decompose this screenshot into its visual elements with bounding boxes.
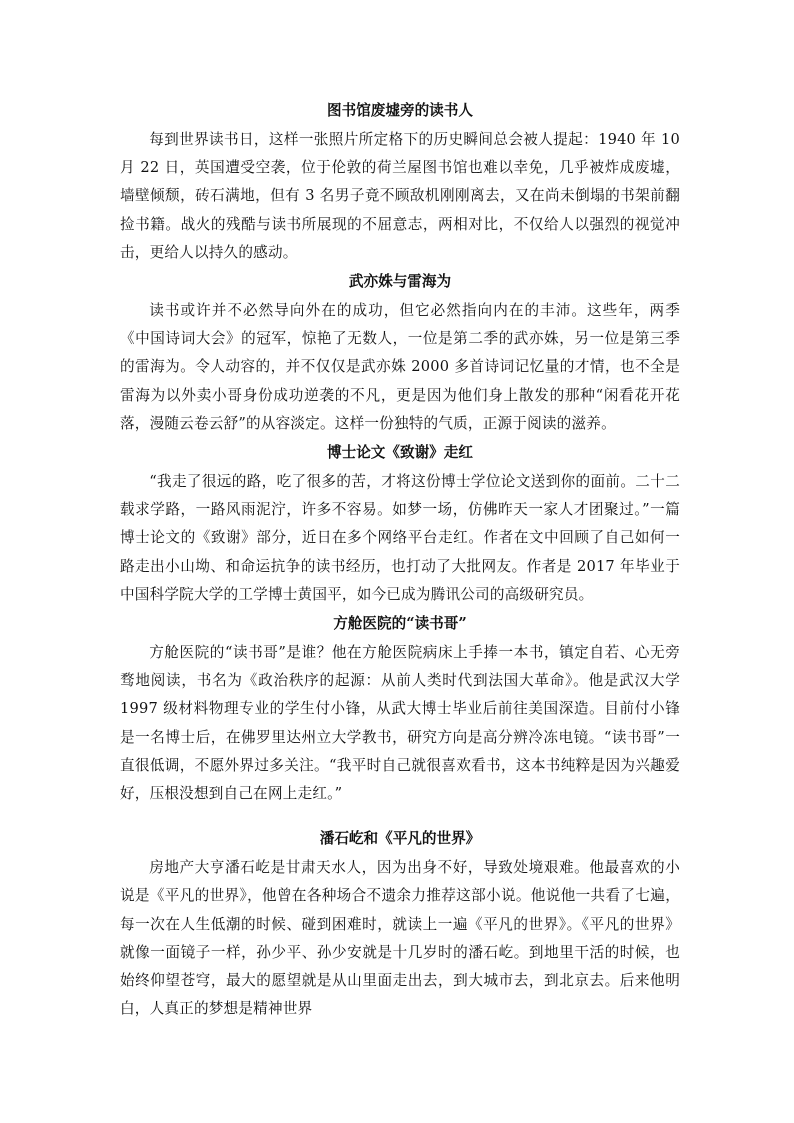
section-paragraph: 房地产大亨潘石屹是甘肃天水人，因为出身不好，导致处境艰难。他最喜欢的小说是《平凡的世界》，他曾在各种场合不遗余力推荐这部小说。他说他一共看了七遍，每一次在人生低潮的时候、碰到困难时，就读上一遍《平凡的世界》。《平凡的世界》就像一面镜子一样，孙少平、孙少安就是十几岁时的潘石屹。到地里干活的时候，也始终仰望苍穹，最大的愿望就是从山里面走出去，到大城市去，到北京去。后来他明白，人真正的梦想是精神世界	[120, 859, 680, 1018]
section-title: 方舱医院的“读书哥”	[333, 615, 467, 633]
section-title: 潘石屹和《平凡的世界》	[319, 830, 481, 848]
section-title: 武亦姝与雷海为	[348, 273, 452, 291]
section-title: 图书馆废墟旁的读书人	[327, 102, 473, 119]
section-paragraph: “我走了很远的路，吃了很多的苦，才将这份博士学位论文送到你的面前。二十二载求学路，一路风雨泥泞，许多不容易。如梦一场，仿佛昨天一家人才团聚过。”一篇博士论文的《致谢》部分，近日在多个网络平台走红。作者在文中回顾了自己如何一路走出小山坳、和命运抗争的读书经历，也打动了大批网友。作者是 2017 年毕业于中国科学院大学的工学博士黄国平，如今已成为腾讯公司的高级研究员。	[120, 473, 680, 603]
spacer	[120, 808, 680, 824]
document-page	[120, 96, 680, 1023]
section-paragraph: 每到世界读书日，这样一张照片所定格下的历史瞬间总会被人提起：1940 年 10 月 22 日，英国遭受空袭，位于伦敦的荷兰屋图书馆也难以幸免，几乎被炸成废墟，墙壁倾颓，砖石满地，但有 3 名男子竟不顾敌机刚刚离去，又在尚未倒塌的书架前翻捡书籍。战火的残酷与读书所展现的不屈意志，两相对比，不仅给人以强烈的视觉冲击，更给人以持久的感动。	[120, 131, 680, 261]
section-title: 博士论文《致谢》走红	[327, 444, 473, 462]
section-paragraph: 读书或许并不必然导向外在的成功，但它必然指向内在的丰沛。这些年，两季《中国诗词大会》的冠军，惊艳了无数人，一位是第二季的武亦姝，另一位是第三季的雷海为。令人动容的，并不仅仅是武亦姝 2000 多首诗词记忆量的才情，也不全是雷海为以外卖小哥身份成功逆袭的不凡，更是因为他们身上散发的那种“闲看花开花落，漫随云卷云舒”的从容淡定。这样一份独特的气质，正源于阅读的滋养。	[120, 302, 680, 432]
section-paragraph: 方舱医院的“读书哥”是谁？他在方舱医院病床上手捧一本书，镇定自若、心无旁骛地阅读，书名为《政治秩序的起源：从前人类时代到法国大革命》。他是武汉大学 1997 级材料物理专业的学生付小锋，从武大博士毕业后前往美国深造。目前付小锋是一名博士后，在佛罗里达州立大学教书，研究方向是高分辨冷冻电镜。“读书哥”一直很低调，不愿外界过多关注。“我平时自己就很喜欢看书，这本书纯粹是因为兴趣爱好，压根没想到自己在网上走红。”	[120, 644, 680, 803]
